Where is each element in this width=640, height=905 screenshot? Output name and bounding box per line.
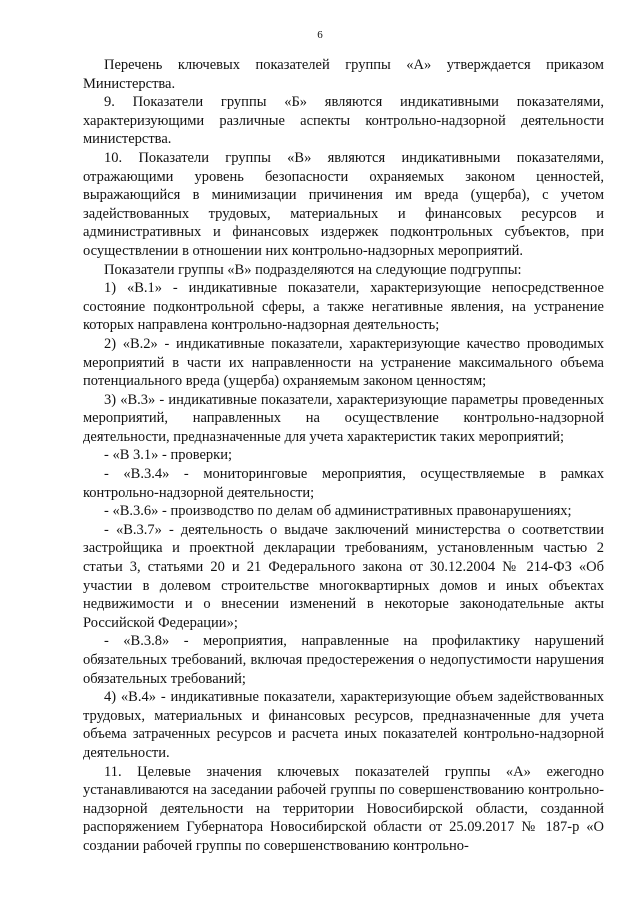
paragraph-list-approval: Перечень ключевых показателей группы «А» утверждается приказом Министерства.	[83, 57, 604, 92]
paragraph-11-target-values: 11. Целевые значения ключевых показателей группы «А» ежегодно устанавливаются на заседании рабочей группы по совершенствованию контрольно-надзорной деятельности на территории Новосибирской области, созданной распоряжением Губернатора Новосибирской области от 25.09.2017 № 187-р «О создании рабочей группы по совершенствованию контрольно-	[83, 763, 604, 854]
page-number: 6	[317, 29, 323, 41]
item-v3-8: - «В.3.8» - мероприятия, направленные на профилактику нарушений обязательных требований, включая предостережения о недопустимости нарушения обязательных требований;	[83, 633, 604, 687]
subgroup-v2: 2) «В.2» - индикативные показатели, характеризующие качество проводимых мероприятий в части их направленности на устранение максимального объема потенциального вреда (ущерба) охраняемым законом ценностям;	[83, 335, 604, 390]
item-v3-1: - «В 3.1» - проверки;	[104, 447, 232, 464]
subgroup-v3: 3) «В.3» - индикативные показатели, характеризующие параметры проведенных мероприятий, направленных на осуществление контрольно-надзорной деятельности, предназначенные для учета характеристик таких мероприятий;	[83, 391, 604, 445]
subgroup-v1: 1) «В.1» - индикативные показатели, характеризующие непосредственное состояние подконтрольной сферы, а также негативные явления, на устранение которых направлена контрольно-надзорная деятельность;	[83, 280, 604, 334]
item-v3-7: - «В.3.7» - деятельность о выдаче заключений министерства о соответствии застройщика и проектной декларации требованиям, установленным частью 2 статьи 3, статьями 20 и 21 Федерального закона от 30.12.2004 № 214-ФЗ «Об участии в долевом строительстве многоквартирных домов и иных объектах недвижимости и о внесении изменений в некоторые законодательные акты Российской Федерации»;	[83, 521, 604, 631]
subgroup-v4: 4) «В.4» - индикативные показатели, характеризующие объем задействованных трудовых, материальных и финансовых ресурсов, предназначенные для учета объема затраченных ресурсов и расчета иных показателей контрольно-надзорной деятельности.	[83, 689, 604, 761]
document-body	[83, 56, 604, 856]
paragraph-subgroups-intro: Показатели группы «В» подразделяются на следующие подгруппы:	[104, 261, 522, 278]
paragraph-10-group-v: 10. Показатели группы «В» являются индикативными показателями, отражающими уровень безопасности охраняемых законом ценностей, выражающийся в минимизации причинения им вреда (ущерба), с учетом задействованных трудовых, материальных и финансовых ресурсов и административных и финансовых издержек подконтрольных субъектов, при осуществлении в отношении них контрольно-надзорных мероприятий.	[83, 149, 604, 259]
item-v3-4: - «В.3.4» - мониторинговые мероприятия, осуществляемые в рамках контрольно-надзорной деятельности;	[83, 466, 604, 501]
item-v3-6: - «В.3.6» - производство по делам об административных правонарушениях;	[104, 503, 572, 520]
paragraph-9-group-b: 9. Показатели группы «Б» являются индикативными показателями, характеризующими различные аспекты контрольно-надзорной деятельности министерства.	[83, 94, 604, 148]
